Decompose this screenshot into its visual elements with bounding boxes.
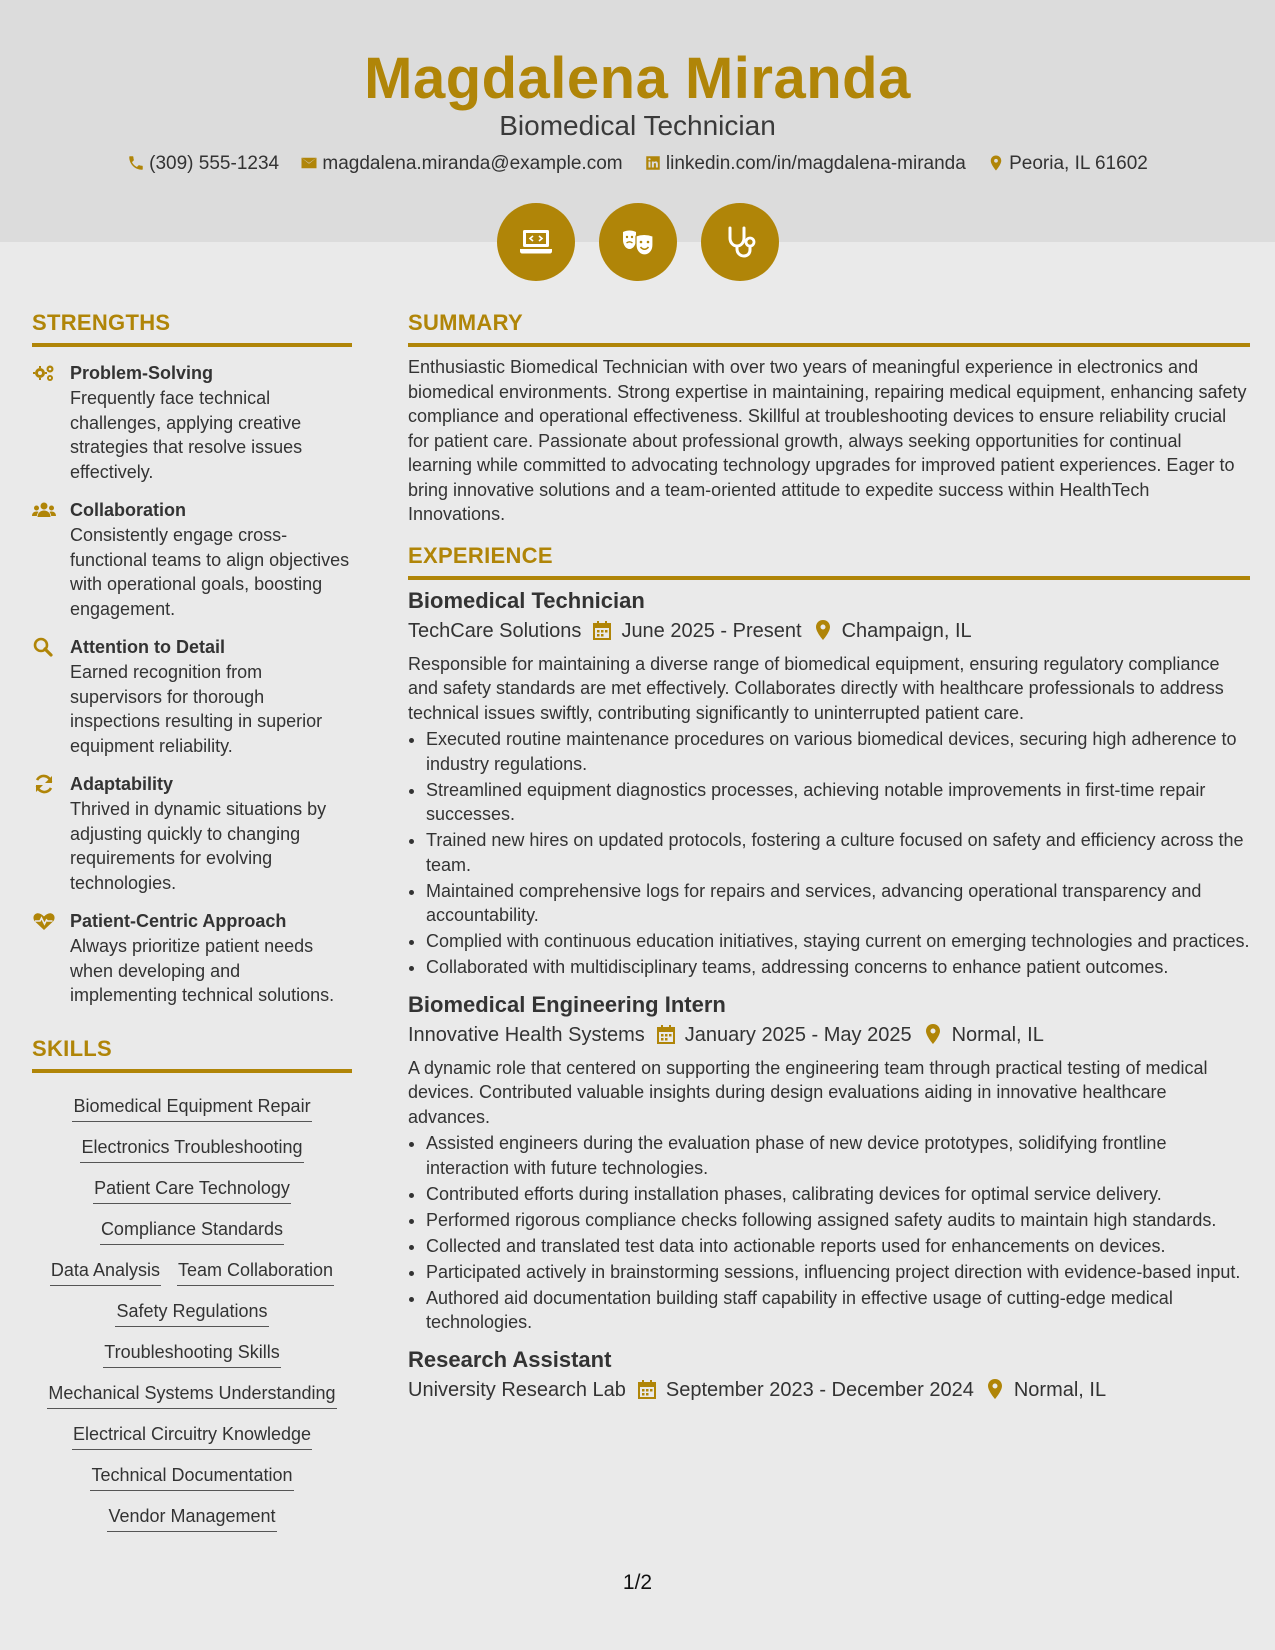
calendar-icon — [593, 620, 611, 640]
candidate-name: Magdalena Miranda — [364, 46, 911, 111]
contact-phone-text: (309) 555-1234 — [149, 153, 280, 174]
job-company: University Research Lab — [408, 1378, 626, 1401]
skill-tag: Electrical Circuitry Knowledge — [72, 1422, 312, 1450]
skill-tag: Data Analysis — [50, 1258, 161, 1286]
stethoscope-icon — [722, 224, 758, 260]
laptop-code-badge — [497, 203, 575, 281]
strength-item — [32, 498, 352, 621]
strength-title: Adaptability — [70, 774, 174, 794]
phone-icon — [127, 154, 145, 172]
skill-tag: Electronics Troubleshooting — [80, 1135, 303, 1163]
job-bullets — [408, 727, 1250, 980]
theater-masks-icon — [620, 224, 656, 260]
experience-section — [408, 541, 1250, 1405]
sync-icon — [32, 774, 56, 794]
users-icon — [32, 500, 56, 520]
job-company: Innovative Health Systems — [408, 1023, 645, 1046]
job-bullets — [408, 1131, 1250, 1335]
job-title: Biomedical Engineering Intern — [408, 991, 726, 1017]
bullet-item: • Collaborated with multidisciplinary teams, addressing concerns to enhance patient outcomes. — [426, 955, 1250, 980]
bullet-item: • Complied with continuous education initiatives, staying current on emerging technologies and practices. — [426, 929, 1250, 954]
right-column — [408, 308, 1250, 1415]
job-meta — [408, 616, 1250, 646]
skill-tag: Compliance Standards — [100, 1217, 284, 1245]
strength-title: Problem-Solving — [70, 363, 214, 383]
gears-icon — [32, 363, 56, 383]
bullet-item: • Assisted engineers during the evaluation phase of new device prototypes, solidifying frontline interaction with future technologies. — [426, 1131, 1250, 1180]
strength-desc: Frequently face technical challenges, applying creative strategies that resolve issues effectively. — [70, 388, 303, 482]
job-dates: June 2025 - Present — [621, 619, 802, 642]
job-location: Champaign, IL — [841, 619, 972, 642]
contact-location-text: Peoria, IL 61602 — [1009, 153, 1148, 174]
job-dates: September 2023 - December 2024 — [665, 1378, 974, 1401]
strength-desc: Earned recognition from supervisors for thorough inspections resulting in superior equipment reliability. — [70, 662, 323, 756]
strength-item — [32, 635, 352, 758]
experience-heading: EXPERIENCE — [408, 541, 1250, 580]
left-column — [32, 308, 352, 1532]
linkedin-icon — [644, 154, 662, 172]
job-description: Responsible for maintaining a diverse range of biomedical equipment, ensuring regulatory compliance and safety standards are met effectively. Collaborates directly with healthcare professionals to address technical issues swiftly, contributing significantly to uninterrupted patient care. — [408, 653, 1224, 723]
job-location: Normal, IL — [1013, 1378, 1107, 1401]
job-entry — [408, 1345, 1250, 1405]
contact-row — [0, 150, 1275, 178]
job-meta — [408, 1375, 1250, 1405]
location-pin-icon — [986, 1379, 1004, 1399]
contact-phone — [127, 150, 279, 178]
skill-tag: Mechanical Systems Understanding — [47, 1381, 336, 1409]
stethoscope-badge — [701, 203, 779, 281]
magnifier-icon — [32, 637, 56, 657]
skill-tag: Troubleshooting Skills — [103, 1340, 280, 1368]
contact-email[interactable] — [300, 150, 622, 178]
bullet-item: • Participated actively in brainstorming sessions, influencing project direction with evidence-based input. — [426, 1260, 1250, 1285]
summary-text: Enthusiastic Biomedical Technician with over two years of meaningful experience in electronics and biomedical environments. Strong expertise in maintaining, repairing medical equipment, enhancing safety compliance and operational effectiveness. Skillful at troubleshooting devices to ensure reliability crucial for patient care. Passionate about professional growth, always seeking opportunities for continual learning while committed to advocating technology upgrades for improved patient experiences. Eager to bring innovative solutions and a team-oriented attitude to expedite success within HealthTech Innovations. — [408, 357, 1247, 524]
job-title: Research Assistant — [408, 1346, 612, 1372]
location-pin-icon — [987, 154, 1005, 172]
bullet-item: • Collected and translated test data into actionable reports used for enhancements on devices. — [426, 1234, 1250, 1259]
strength-title: Collaboration — [70, 500, 186, 520]
job-meta — [408, 1020, 1250, 1050]
calendar-icon — [657, 1024, 675, 1044]
strength-desc: Always prioritize patient needs when developing and implementing technical solutions. — [70, 936, 335, 1005]
bullet-item: • Authored aid documentation building staff capability in effective usage of cutting-edge medical technologies. — [426, 1286, 1250, 1335]
calendar-icon — [638, 1379, 656, 1399]
bullet-item: • Trained new hires on updated protocols, fostering a culture focused on safety and efficiency across the team. — [426, 828, 1250, 877]
job-title: Biomedical Technician — [408, 587, 645, 613]
page-number: 1/2 — [622, 1571, 653, 1594]
theater-masks-badge — [599, 203, 677, 281]
strength-desc: Consistently engage cross-functional teams to align objectives with operational goals, boosting engagement. — [70, 525, 350, 619]
strength-item — [32, 909, 352, 1008]
job-location: Normal, IL — [951, 1023, 1044, 1046]
skills-section — [32, 1034, 352, 1532]
strength-title: Patient-Centric Approach — [70, 911, 287, 931]
skill-tag: Patient Care Technology — [93, 1176, 291, 1204]
summary-heading: SUMMARY — [408, 308, 1250, 347]
strength-item — [32, 772, 352, 895]
heartbeat-icon — [32, 911, 56, 931]
skills-list — [32, 1073, 352, 1532]
contact-email-text: magdalena.miranda@example.com — [322, 153, 623, 174]
strength-item — [32, 361, 352, 484]
strength-title: Attention to Detail — [70, 637, 225, 657]
location-pin-icon — [814, 620, 832, 640]
bullet-item: • Maintained comprehensive logs for repairs and services, advancing operational transparency and accountability. — [426, 879, 1250, 928]
bullet-item: • Executed routine maintenance procedures on various biomedical devices, securing high adherence to industry regulations. — [426, 727, 1250, 776]
skill-tag: Team Collaboration — [177, 1258, 334, 1286]
laptop-code-icon — [518, 224, 554, 260]
job-description: A dynamic role that centered on supporting the engineering team through practical testing of medical devices. Contributed valuable insights during design evaluations aiding in innovative healthcare advances. — [408, 1057, 1208, 1127]
location-pin-icon — [924, 1024, 942, 1044]
skill-tag: Technical Documentation — [90, 1463, 293, 1491]
job-dates: January 2025 - May 2025 — [684, 1023, 912, 1046]
job-entry — [408, 990, 1250, 1335]
badge-row — [0, 203, 1275, 281]
contact-linkedin-text: linkedin.com/in/magdalena-miranda — [665, 153, 966, 174]
job-company: TechCare Solutions — [408, 619, 582, 642]
envelope-icon — [300, 154, 318, 172]
bullet-item: • Performed rigorous compliance checks following assigned safety audits to maintain high standards. — [426, 1208, 1250, 1233]
contact-location — [987, 150, 1148, 178]
strengths-heading: STRENGTHS — [32, 308, 352, 347]
skill-tag: Vendor Management — [107, 1504, 276, 1532]
bullet-item: • Contributed efforts during installation phases, calibrating devices for optimal service delivery. — [426, 1182, 1250, 1207]
skill-tag: Safety Regulations — [115, 1299, 268, 1327]
skills-heading: SKILLS — [32, 1034, 352, 1073]
skill-tag: Biomedical Equipment Repair — [72, 1094, 311, 1122]
contact-linkedin[interactable] — [644, 150, 966, 178]
job-entry — [408, 586, 1250, 980]
bullet-item: • Streamlined equipment diagnostics processes, achieving notable improvements in first-time repair successes. — [426, 778, 1250, 827]
candidate-role: Biomedical Technician — [499, 110, 776, 141]
strength-desc: Thrived in dynamic situations by adjusting quickly to changing requirements for evolving technologies. — [70, 799, 327, 893]
